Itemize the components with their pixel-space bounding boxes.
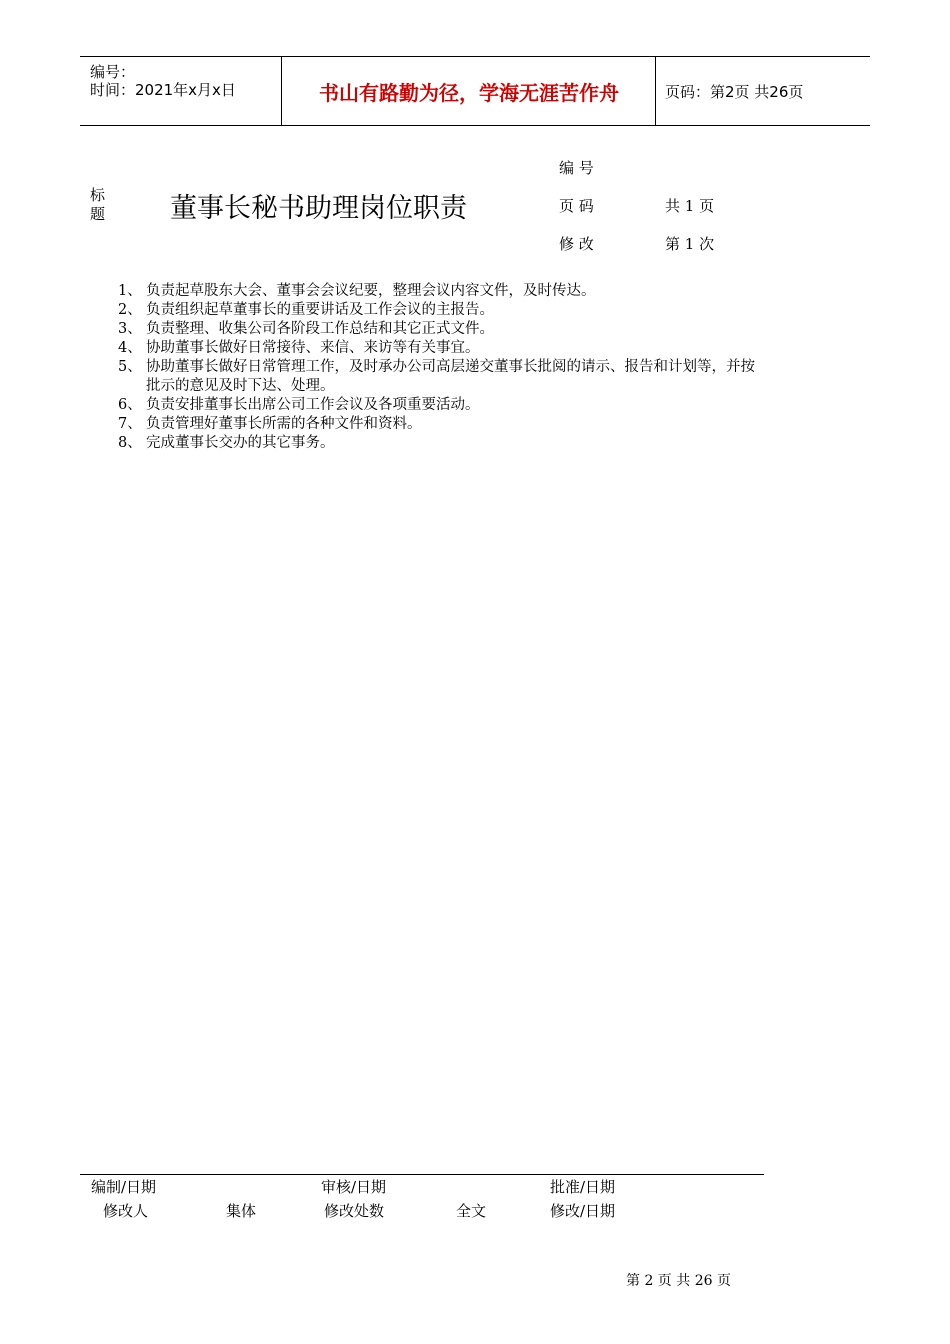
header-time-label: 时间：2021年x月x日 (90, 81, 236, 99)
duty-item (118, 415, 768, 434)
meta-number-label: 编 号 (559, 159, 594, 177)
meta-page-value: 共 1 页 (665, 197, 715, 215)
header-number-label: 编号： (90, 63, 136, 81)
page-title: 董事长秘书助理岗位职责 (170, 193, 467, 224)
duty-item (118, 320, 768, 339)
duty-number: 6、 (118, 397, 142, 413)
header-page-info: 页码：第2页 共26页 (665, 82, 804, 101)
duty-text: 负责管理好董事长所需的各种文件和资料。 (146, 416, 422, 432)
header-motto: 书山有路勤为径，学海无涯苦作舟 (319, 80, 619, 105)
duty-number: 4、 (118, 340, 142, 356)
duty-number: 8、 (118, 435, 142, 451)
approved-date-label: 批准/日期 (550, 1178, 616, 1196)
collective-label: 集体 (226, 1202, 257, 1220)
reviewed-date-label: 审核/日期 (321, 1178, 387, 1196)
duty-text: 负责起草股东大会、董事会会议纪要，整理会议内容文件，及时传达。 (146, 283, 596, 299)
duty-text: 负责组织起草董事长的重要讲话及工作会议的主报告。 (146, 302, 494, 318)
prepared-date-label: 编制/日期 (91, 1178, 157, 1196)
meta-revision-label: 修 改 (559, 235, 594, 253)
title-label-line-1: 标 (90, 186, 106, 204)
duty-number: 5、 (118, 359, 142, 375)
title-label-line-2: 题 (90, 205, 106, 223)
duty-text: 协助董事长做好日常管理工作，及时承办公司高层递交董事长批阅的请示、报告和计划等，并按批示的意见及时下达、处理。 (146, 359, 755, 394)
duty-text: 协助董事长做好日常接待、来信、来访等有关事宜。 (146, 340, 480, 356)
full-text-label: 全文 (456, 1202, 487, 1220)
title-label (90, 186, 110, 224)
duty-number: 3、 (118, 321, 142, 337)
modify-count-label: 修改处数 (324, 1202, 385, 1220)
meta-revision-value: 第 1 次 (665, 235, 715, 253)
duty-number: 1、 (118, 283, 142, 299)
duty-text: 负责整理、收集公司各阶段工作总结和其它正式文件。 (146, 321, 494, 337)
duty-text: 负责安排董事长出席公司工作会议及各项重要活动。 (146, 397, 480, 413)
duty-item (118, 396, 768, 415)
signature-rule (80, 1174, 764, 1175)
modifier-label: 修改人 (103, 1202, 149, 1220)
page-footer: 第 2 页 共 26 页 (626, 1273, 731, 1289)
duty-item (118, 358, 768, 396)
duty-number: 7、 (118, 416, 142, 432)
duty-text: 完成董事长交办的其它事务。 (146, 435, 335, 451)
meta-page-label: 页 码 (559, 197, 594, 215)
duties-list (118, 282, 768, 453)
duty-item (118, 434, 768, 453)
duty-number: 2、 (118, 302, 142, 318)
duty-item (118, 301, 768, 320)
header-table (80, 56, 870, 126)
duty-item (118, 339, 768, 358)
duty-item (118, 282, 768, 301)
modify-date-label: 修改/日期 (550, 1202, 616, 1220)
